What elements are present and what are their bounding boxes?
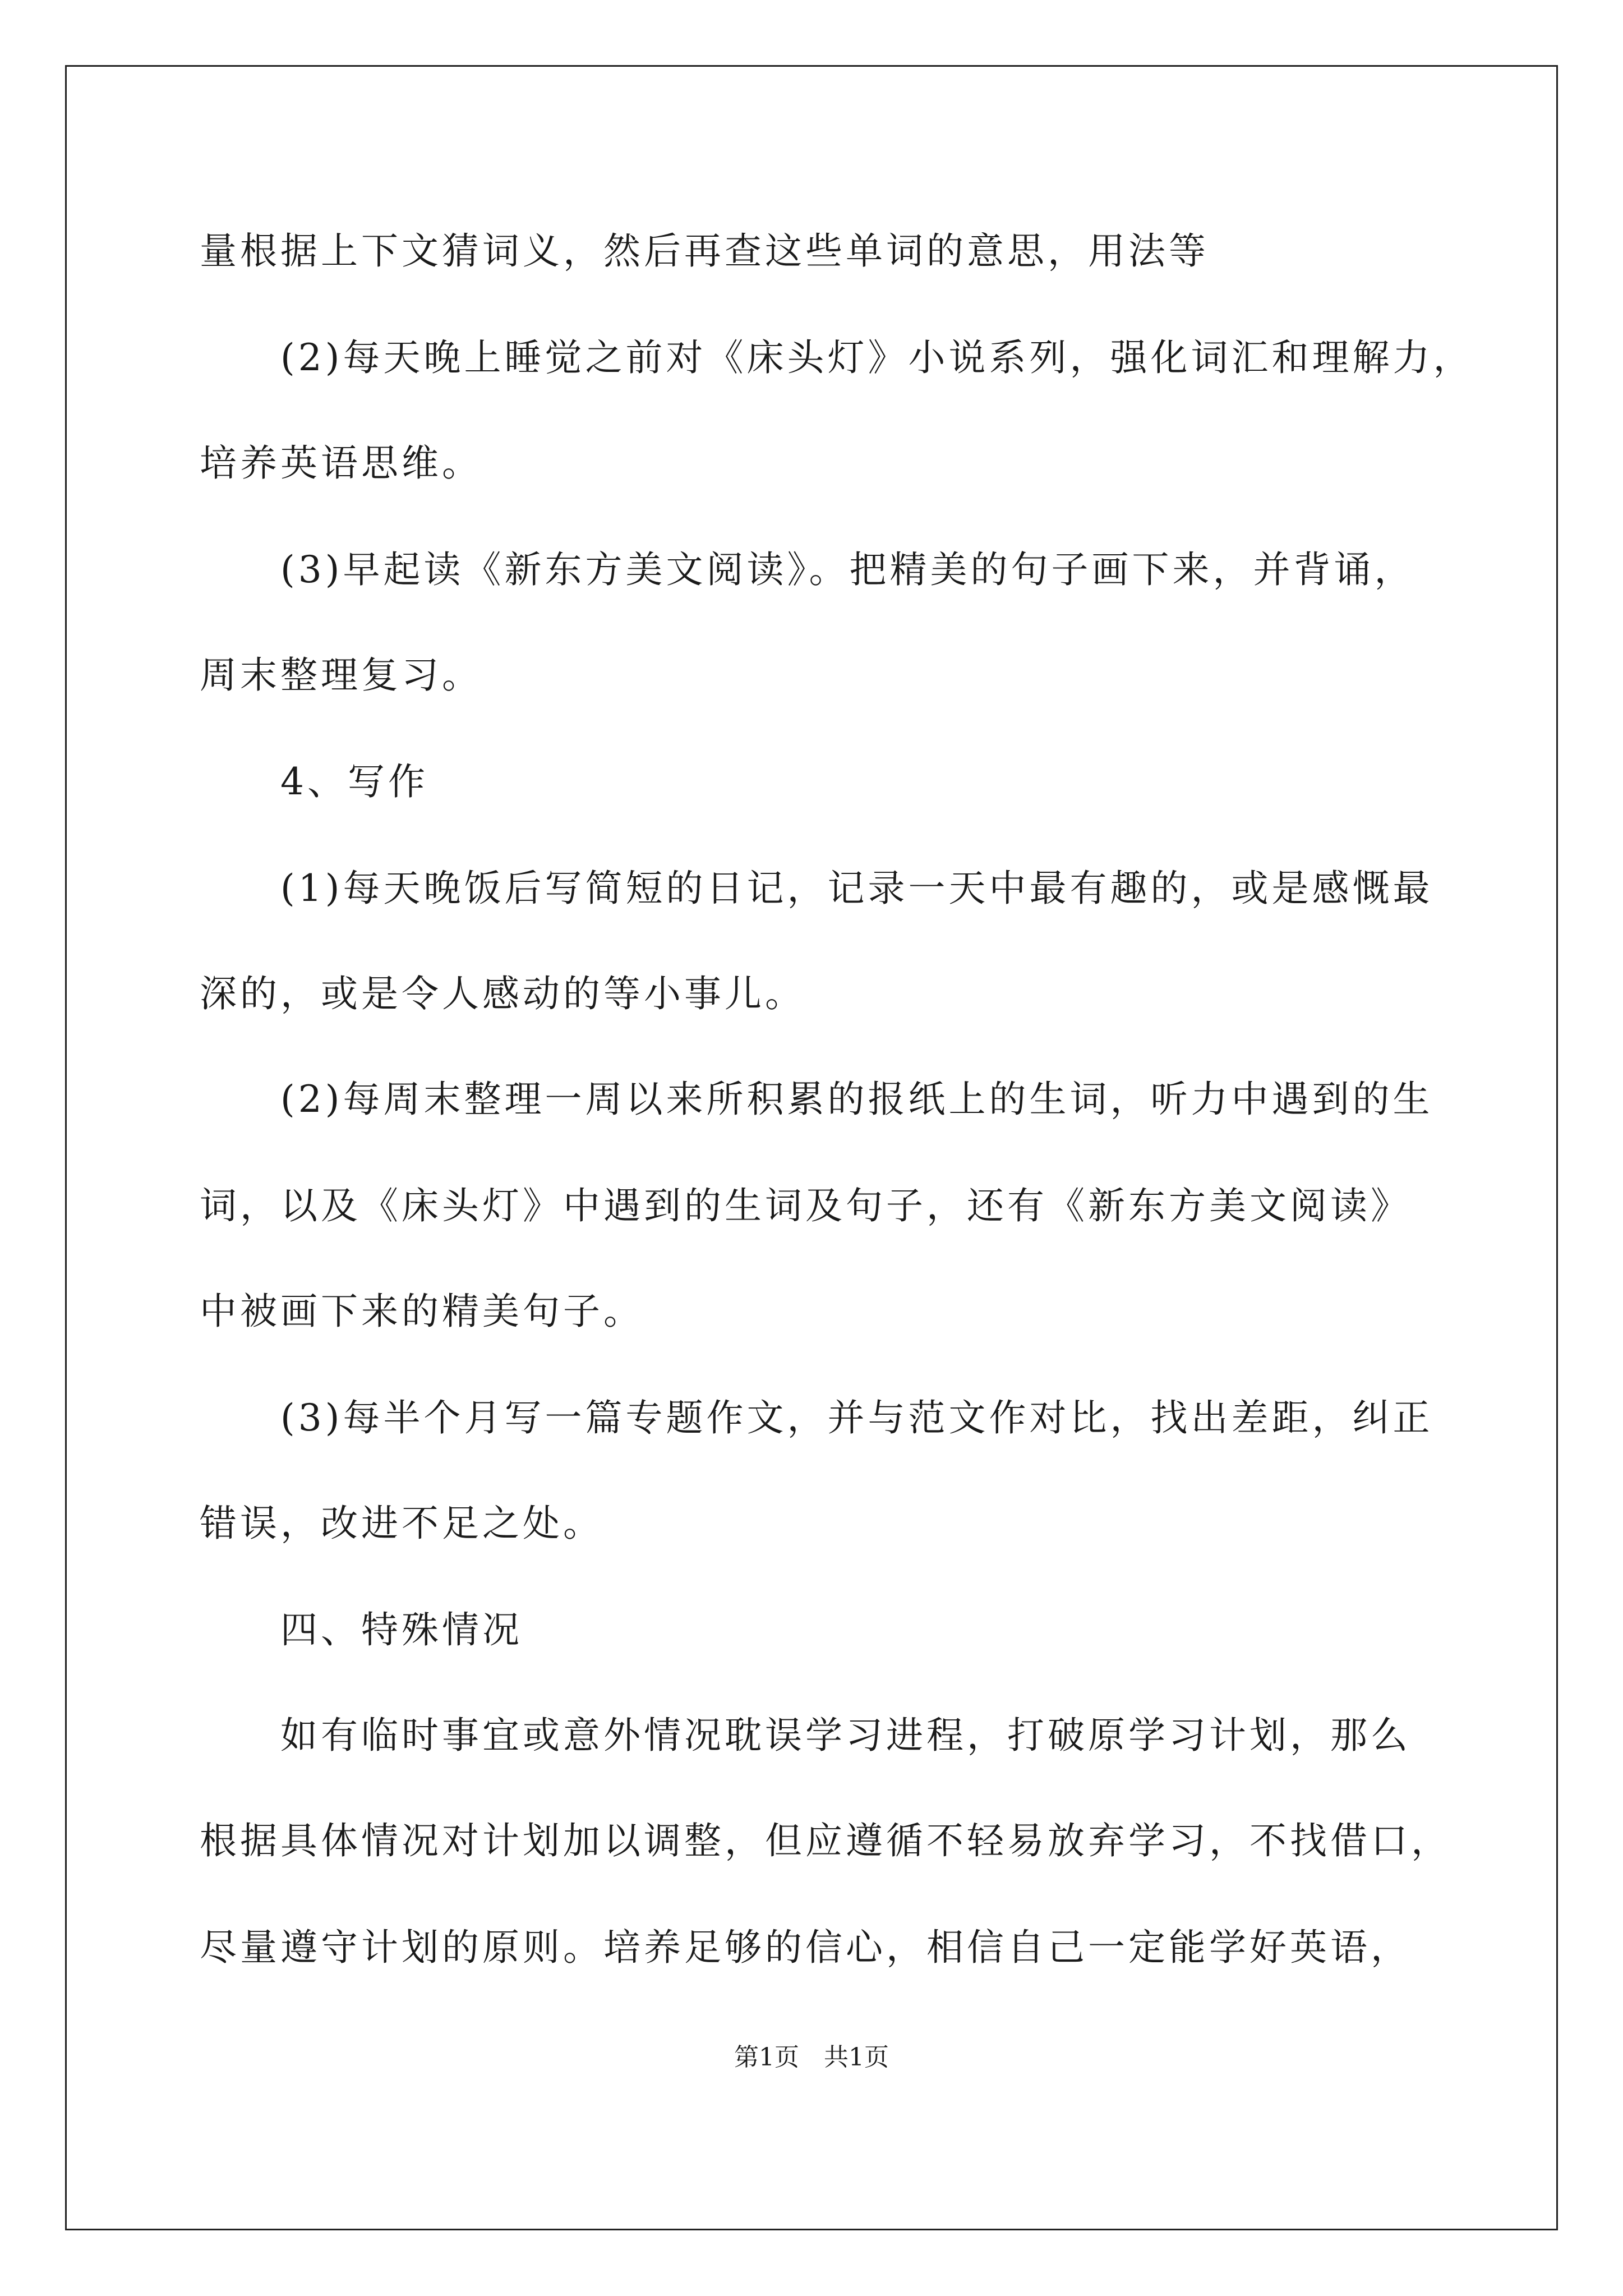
- text-line: 培养英语思维。: [200, 441, 482, 485]
- text-line: (2)每天晚上睡觉之前对《床头灯》小说系列，强化词汇和理解力，: [280, 336, 1474, 379]
- section-heading: 4、写作: [280, 760, 428, 803]
- page-number: 第1页 共1页: [734, 2043, 889, 2072]
- text-line: (3)每半个月写一篇专题作文，并与范文作对比，找出差距，纠正: [280, 1396, 1433, 1439]
- page-border: [65, 65, 1558, 2230]
- text-line: 错误，改进不足之处。: [200, 1502, 603, 1545]
- text-line: 周末整理复习。: [200, 654, 482, 697]
- text-line: 如有临时事宜或意外情况耽误学习进程，打破原学习计划，那么: [280, 1714, 1411, 1757]
- section-heading: 四、特殊情况: [280, 1608, 523, 1651]
- text-line: 词，以及《床头灯》中遇到的生词及句子，还有《新东方美文阅读》: [200, 1184, 1411, 1227]
- text-line: 深的，或是令人感动的等小事儿。: [200, 972, 805, 1015]
- text-line: 尽量遵守计划的原则。培养足够的信心，相信自己一定能学好英语，: [200, 1926, 1411, 1969]
- text-line: 根据具体情况对计划加以调整，但应遵循不轻易放弃学习，不找借口，: [200, 1819, 1451, 1862]
- text-line: 中被画下来的精美句子。: [200, 1290, 644, 1333]
- text-line: 量根据上下文猜词义，然后再查这些单词的意思，用法等: [200, 229, 1209, 273]
- text-line: (3)早起读《新东方美文阅读》。把精美的句子画下来，并背诵，: [280, 548, 1415, 591]
- text-line: (1)每天晚饭后写简短的日记，记录一天中最有趣的，或是感慨最: [280, 867, 1433, 910]
- text-line: (2)每周末整理一周以来所积累的报纸上的生词，听力中遇到的生: [280, 1078, 1433, 1121]
